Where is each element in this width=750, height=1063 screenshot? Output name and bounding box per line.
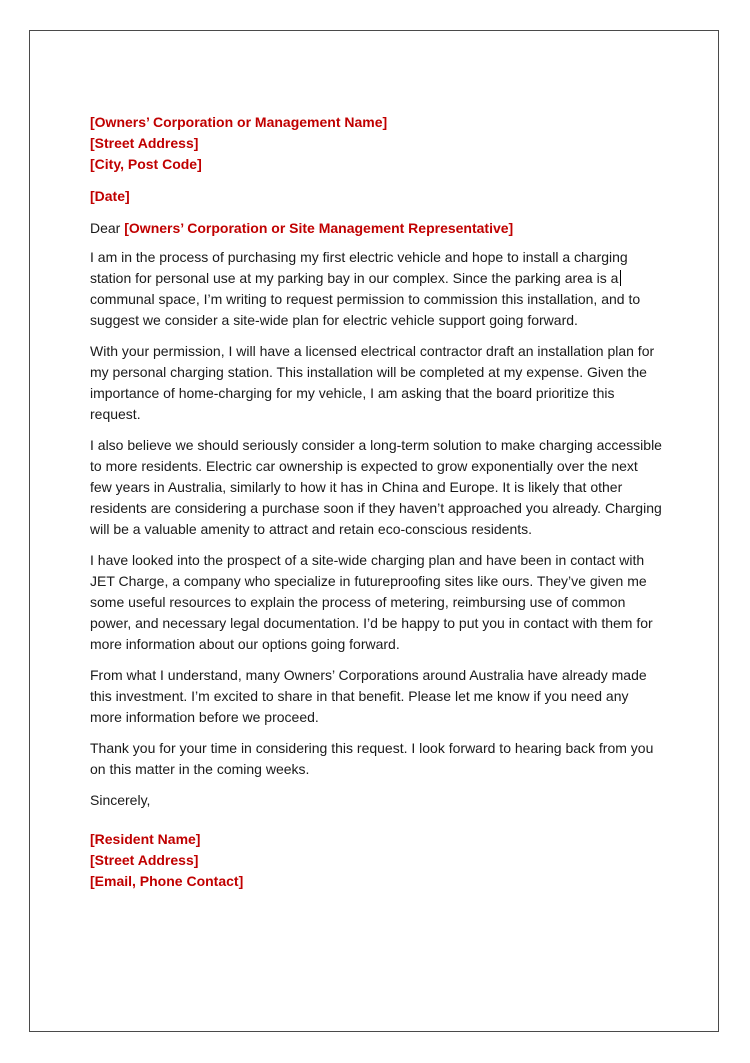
letter-page — [29, 30, 719, 1032]
recipient-city: [City, Post Code] — [90, 156, 202, 172]
salutation-prefix: Dear — [90, 220, 121, 236]
recipient-street: [Street Address] — [90, 135, 199, 151]
paragraph-4: I have looked into the prospect of a site-wide charging plan and have been in contact with JET Charge, a company who specialize in futureproofing sites like ours. They’ve given me some useful resources to explain the process of metering, reimbursing use of common power, and necessary legal documentation. I’d be happy to put you in contact with them for more information about our options going forward. — [90, 552, 653, 652]
sender-contact: [Email, Phone Contact] — [90, 873, 244, 889]
paragraph-3: I also believe we should seriously consider a long-term solution to make charging accessible to more residents. Electric car ownership is expected to grow exponentially over the next few years in Australia, similarly to how it has in China and Europe. It is likely that other residents are considering a purchase soon if they haven’t approached you already. Charging will be a valuable amenity to attract and retain eco-conscious residents. — [90, 437, 662, 537]
sender-block — [90, 829, 662, 892]
recipient-name: [Owners’ Corporation or Management Name] — [90, 114, 388, 130]
date-placeholder: [Date] — [90, 188, 130, 204]
paragraph-1 — [90, 247, 662, 331]
text-cursor — [620, 270, 621, 286]
paragraph-1-part-2: communal space, I’m writing to request permission to commission this installation, and to suggest we consider a site-wide plan for electric vehicle support going forward. — [90, 291, 641, 328]
paragraph-2: With your permission, I will have a licensed electrical contractor draft an installation plan for my personal charging station. This installation will be completed at my expense. Given the importance of home-charging for my vehicle, I am asking that the board prioritize this request. — [90, 343, 655, 422]
letter-body[interactable] — [90, 112, 662, 892]
sender-street: [Street Address] — [90, 852, 199, 868]
paragraph-6: Thank you for your time in considering this request. I look forward to hearing back from you on this matter in the coming weeks. — [90, 740, 654, 777]
paragraph-5: From what I understand, many Owners’ Corporations around Australia have already made this investment. I’m excited to share in that benefit. Please let me know if you need any more information before we proceed. — [90, 667, 647, 725]
closing: Sincerely, — [90, 792, 151, 808]
sender-name: [Resident Name] — [90, 831, 201, 847]
paragraph-1-part-1: I am in the process of purchasing my first electric vehicle and hope to install a charging station for personal use at my parking bay in our complex. Since the parking area is a — [90, 249, 628, 286]
salutation-name: [Owners’ Corporation or Site Management Representative] — [124, 220, 514, 236]
salutation — [90, 218, 662, 239]
recipient-block — [90, 112, 662, 175]
date-line — [90, 186, 662, 207]
